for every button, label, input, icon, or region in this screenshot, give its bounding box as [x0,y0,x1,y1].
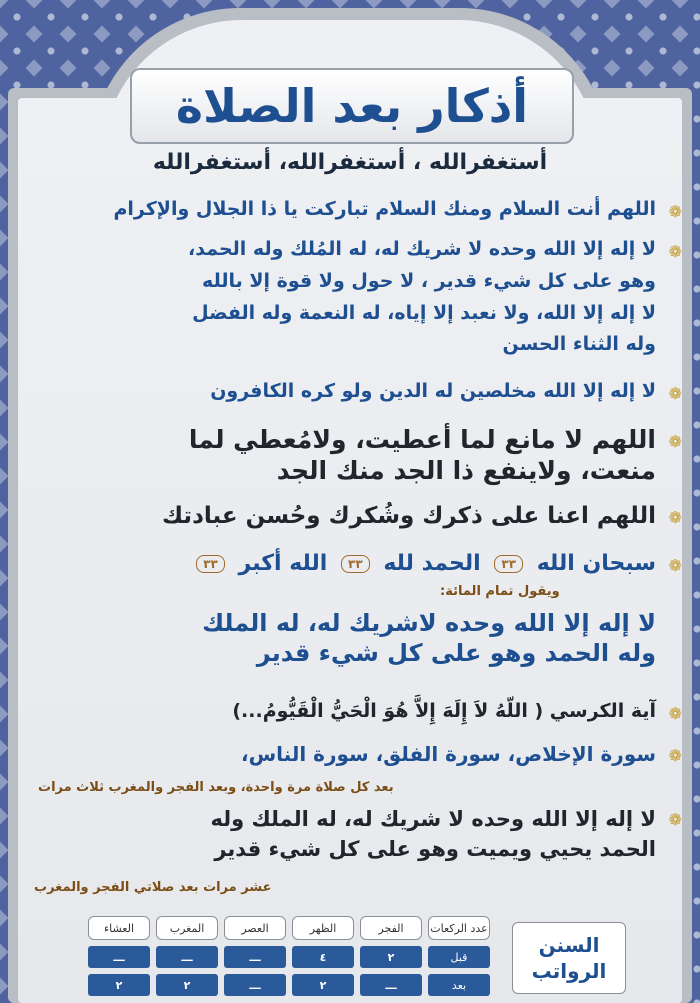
istighfar-line: أستغفرالله ، أستغفرالله، أستغفرالله [152,150,548,175]
count-badge: ٣٣ [341,555,370,573]
kursi-line: آية الكرسي ( اللّهُ لاَ إِلَهَ إِلاَّ هُوَ الْحَيُّ الْقَيُّومُ...) [232,700,656,722]
flower-bullet-icon: ❁ [668,384,682,403]
dhikr-item [58,502,682,531]
table-row [88,946,490,968]
ten-item [58,806,682,863]
table-header: العشاء [88,916,150,940]
table-header: العصر [224,916,286,940]
flower-bullet-icon: ❁ [668,242,682,261]
table-header: عدد الركعات [428,916,490,940]
sunan-label [512,922,626,994]
dhikr-item [58,198,682,222]
table-header: المغرب [156,916,218,940]
dhikr-line: لا إله إلا الله وحده لا شريك له، له الملك وله [210,807,656,831]
page-title: أذكار بعد الصلاة [175,79,529,133]
dhikr-line: لا إله إلا الله مخلصين له الدين ولو كره الكافرون [210,380,656,402]
dhikr-line: اللهم لا مانع لما أعطيت، ولامُعطي لما [188,425,656,454]
tasbih-hamd: الحمد لله [383,551,481,576]
dhikr-line: اللهم اعنا على ذكرك وشُكرك وحُسن عبادتك [162,503,656,529]
dhikr-line: وهو على كل شيء قدير ، لا حول ولا قوة إلا بالله [202,269,656,292]
flower-bullet-icon: ❁ [668,810,682,829]
suwar-note: بعد كل صلاة مرة واحدة، وبعد الفجر والمغرب ثلاث مرات [38,780,394,795]
table-cell: ٤ [292,946,354,968]
tamam-item [58,608,678,668]
dhikr-line: وله الحمد وهو على كل شيء قدير [256,639,656,667]
sunan-table [82,910,496,1002]
ten-note: عشر مرات بعد صلاتي الفجر والمغرب [34,880,272,895]
table-cell: ـــ [360,974,422,996]
table-cell: ٢ [156,974,218,996]
dhikr-line: لا إله إلا الله وحده لاشريك له، له الملك [202,609,656,637]
dhikr-line: الحمد يحيي ويميت وهو على كل شيء قدير [214,837,656,862]
dhikr-item [58,380,682,404]
dhikr-line: منعت، ولاينفع ذا الجد منك الجد [276,456,656,486]
flower-bullet-icon: ❁ [668,556,682,575]
table-cell: ـــ [156,946,218,968]
table-cell: ٢ [360,946,422,968]
table-header-row [88,916,490,940]
row-label: قبل [428,946,490,968]
tamam-note: ويقول تمام المائة: [440,584,560,599]
title-box [130,68,574,144]
table-header: الظهر [292,916,354,940]
table-row [88,974,490,996]
flower-bullet-icon: ❁ [668,432,682,451]
kursi-item [58,700,682,724]
dhikr-item [58,424,682,487]
tasbih-item [58,550,682,578]
suwar-line: سورة الإخلاص، سورة الفلق، سورة الناس، [240,742,656,766]
table-cell: ٢ [292,974,354,996]
sunan-label-line2: الرواتب [531,959,607,983]
flower-bullet-icon: ❁ [668,704,682,723]
dhikr-line: لا إله إلا الله وحده لا شريك له، له المُلك وله الحمد، [188,238,656,260]
tasbih-akbar: الله أكبر [238,551,328,576]
table-cell: ـــ [224,946,286,968]
dhikr-line: اللهم أنت السلام ومنك السلام تباركت يا ذا الجلال والإكرام [113,198,656,220]
count-badge: ٣٣ [196,555,225,573]
tasbih-subhan: سبحان الله [536,551,656,576]
dhikr-line: وله الثناء الحسن [502,333,656,356]
table-cell: ـــ [88,946,150,968]
table-cell: ٢ [88,974,150,996]
count-badge: ٣٣ [494,555,523,573]
suwar-item [58,742,682,767]
row-label: بعد [428,974,490,996]
sunan-label-line1: السنن [538,933,600,957]
dhikr-line: لا إله إلا الله، ولا نعبد إلا إياه، له النعمة وله الفضل [192,301,656,324]
table-cell: ـــ [224,974,286,996]
flower-bullet-icon: ❁ [668,746,682,765]
flower-bullet-icon: ❁ [668,202,682,221]
flower-bullet-icon: ❁ [668,508,682,527]
dhikr-item [58,238,682,357]
table-header: الفجر [360,916,422,940]
